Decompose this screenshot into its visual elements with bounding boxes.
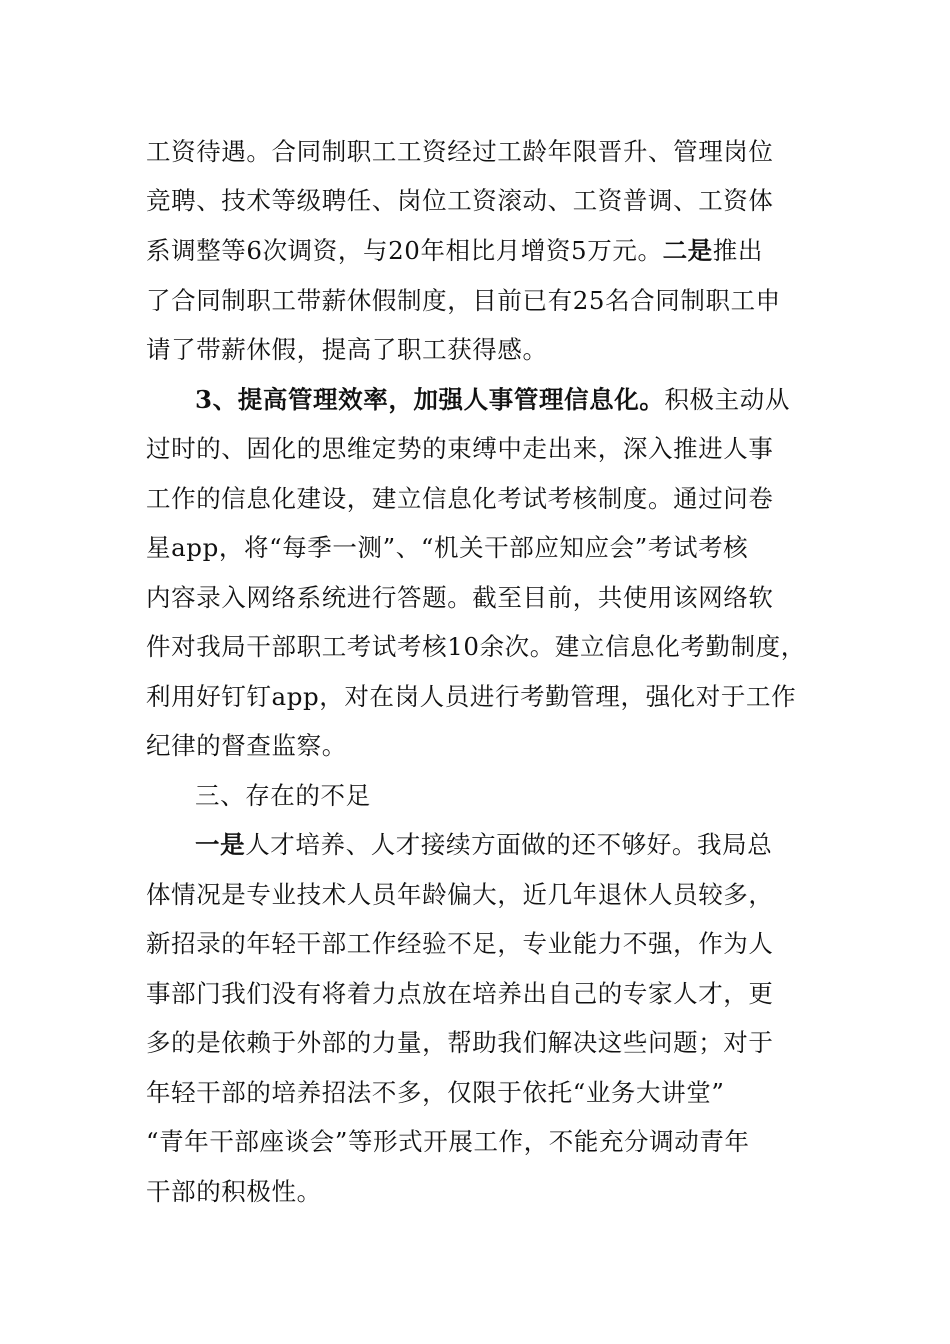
text-segment: 积极主动从: [664, 385, 790, 414]
text-line: [146, 429, 774, 469]
emphasis-second: 二是: [662, 236, 713, 265]
text-line: [146, 1172, 322, 1212]
text-segment: 利用好钉钉app，对在岗人员进行考勤管理，强化对于工作: [146, 682, 797, 711]
text-line: [146, 974, 774, 1014]
text-line: [146, 627, 806, 667]
emphasis-first: 一是: [195, 830, 246, 859]
text-segment: 事部门我们没有将着力点放在培养出自己的专家人才，更: [146, 979, 774, 1008]
text-line: [146, 132, 774, 172]
text-segment: 年轻干部的培养招法不多，仅限于依托“业务大讲堂”: [146, 1078, 725, 1107]
text-line: [146, 1122, 750, 1162]
text-segment: 多的是依赖于外部的力量，帮助我们解决这些问题；对于: [146, 1028, 774, 1057]
text-segment: 件对我局干部职工考试考核10余次。建立信息化考勤制度，: [146, 632, 806, 661]
text-segment: 过时的、固化的思维定势的束缚中走出来，深入推进人事: [146, 434, 774, 463]
text-segment: 新招录的年轻干部工作经验不足，专业能力不强，作为人: [146, 929, 774, 958]
text-line: [146, 479, 774, 519]
text-segment: 人才培养、人才接续方面做的还不够好。我局总: [245, 830, 773, 859]
text-segment: 干部的积极性。: [146, 1177, 322, 1206]
text-segment: 竞聘、技术等级聘任、岗位工资滚动、工资普调、工资体: [146, 186, 774, 215]
text-line: [146, 1073, 724, 1113]
text-segment: 星app，将“每季一测”、“机关干部应知应会”考试考核: [146, 533, 749, 562]
section-title-text: 三、存在的不足: [195, 781, 371, 810]
text-line: [146, 578, 774, 618]
text-line: [146, 181, 774, 221]
text-line: [146, 281, 781, 321]
section-heading-3: 3、提高管理效率，加强人事管理信息化。: [195, 385, 665, 414]
text-segment: 请了带薪休假，提高了职工获得感。: [146, 335, 548, 364]
section-title: [195, 776, 371, 816]
text-line: [146, 330, 548, 370]
text-segment: “青年干部座谈会”等形式开展工作，不能充分调动青年: [146, 1127, 750, 1156]
text-segment: 体情况是专业技术人员年龄偏大，近几年退休人员较多，: [146, 880, 774, 909]
text-segment: 内容录入网络系统进行答题。截至目前，共使用该网络软: [146, 583, 774, 612]
text-line: [146, 726, 347, 766]
text-segment: 系调整等6次调资，与20年相比月增资5万元。: [146, 236, 663, 265]
text-line: [146, 528, 748, 568]
text-line: [146, 875, 774, 915]
text-line: [146, 231, 763, 271]
text-line: [146, 677, 796, 717]
text-segment: 推出: [712, 236, 763, 265]
text-line: [146, 924, 774, 964]
section-heading-line: [195, 380, 790, 420]
text-segment: 工资待遇。合同制职工工资经过工龄年限晋升、管理岗位: [146, 137, 774, 166]
text-segment: 纪律的督查监察。: [146, 731, 347, 760]
text-segment: 了合同制职工带薪休假制度，目前已有25名合同制职工申: [146, 286, 781, 315]
text-line: [146, 1023, 774, 1063]
text-segment: 工作的信息化建设，建立信息化考试考核制度。通过问卷: [146, 484, 774, 513]
text-line: [195, 825, 772, 865]
